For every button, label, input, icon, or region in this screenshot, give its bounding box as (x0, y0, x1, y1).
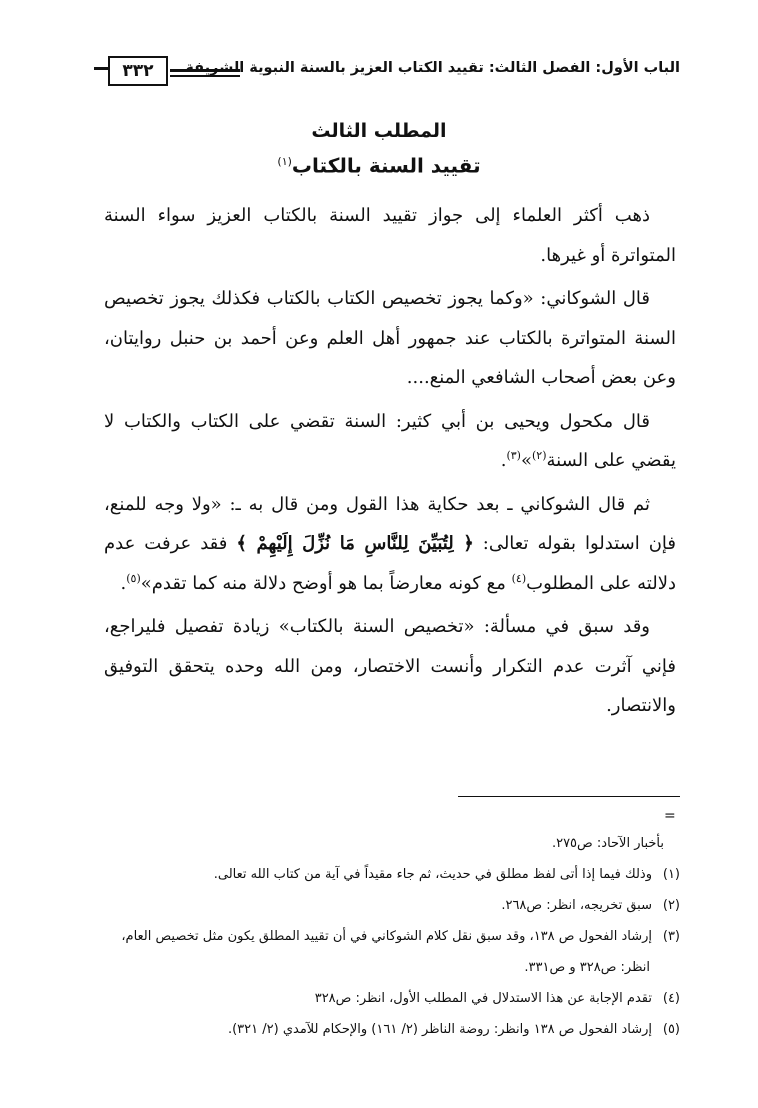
paragraph-4 (104, 485, 676, 604)
footnote-number: (٣) (662, 929, 680, 944)
header-rule (170, 69, 240, 77)
footnote-text: إرشاد الفحول ص ١٣٨ وانظر: روضة الناظر (٢/ ١٦١) والإحكام للآمدي (٢/ ٣٢١). (227, 1022, 652, 1037)
footnote-5 (96, 1014, 680, 1045)
paragraph-5: وقد سبق في مسألة: «تخصيص السنة بالكتاب» زيادة تفصيل فليراجع، فإني آثرت عدم التكرار وأنست الاختصار، ومن الله وحده يتحقق التوفيق والانتصار. (104, 616, 676, 716)
footnote-continuation-mark: = (664, 808, 676, 824)
quran-verse: ﴿ لِتُبَيِّنَ لِلنَّاسِ مَا نُزِّلَ إِلَيْهِمْ ﴾ (236, 533, 474, 554)
section-heading (0, 116, 758, 182)
section-title (0, 146, 758, 182)
footnote-ref: (١) (277, 155, 292, 168)
running-header-title: الباب الأول: الفصل الثالث: تقييد الكتاب العزيز بالسنة النبوية الشريفة (185, 60, 680, 76)
paragraph-2: قال الشوكاني: «وكما يجوز تخصيص الكتاب بالكتاب فكذلك يجوز تخصيص السنة المتواترة بالكتاب عند جمهور أهل العلم وعن أحمد بن حنبل روايتان، وعن بعض أصحاب الشافعي المنع.... (104, 288, 676, 388)
footnote-number: (٥) (662, 1022, 680, 1037)
footnote-number: (٢) (662, 898, 680, 913)
paragraph-4-text-end: مع كونه معارضاً بما هو أوضح دلالة منه كما تقدم» (140, 572, 506, 594)
footnote-continued: بأخبار الآحاد: ص٢٧٥. (551, 836, 664, 851)
body-text (104, 196, 676, 730)
section-title-text: تقييد السنة بالكتاب (291, 153, 481, 178)
footnotes (96, 828, 680, 1045)
footnote-ref: (٣) (506, 449, 521, 462)
running-header (100, 54, 680, 94)
footnote-4 (96, 983, 680, 1014)
footnote-number: (١) (662, 867, 680, 882)
paragraph-4-text-start: ثم قال الشوكاني ـ بعد حكاية هذا القول ومن قال به ـ: «ولا وجه للمنع، فإن استدلوا بقوله تعالى: (104, 493, 677, 554)
footnote-2 (96, 890, 680, 921)
footnote-text: إرشاد الفحول ص ١٣٨، وقد سبق نقل كلام الشوكاني في أن تقييد المطلق يكون مثل تخصيص العام، انظر: ص٣٢٨ و ص٣٣١. (121, 929, 652, 975)
paragraph-4-text-mid: فقد عرفت عدم دلالته على المطلوب (104, 533, 676, 594)
footnote-ref: (٢) (531, 449, 547, 462)
footnote-1 (96, 859, 680, 890)
footnote-ref: (٥) (126, 571, 141, 585)
footnote-separator (458, 796, 680, 797)
paragraph-3 (104, 402, 676, 481)
paragraph-3-text: قال مكحول ويحيى بن أبي كثير: السنة تقضي على الكتاب والكتاب لا يقضي على السنة (104, 410, 676, 471)
footnote-ref: (٤) (511, 571, 527, 585)
page-number-tail-rule (94, 67, 108, 70)
footnote-text: سبق تخريجه، انظر: ص٢٦٨. (501, 898, 652, 913)
page-number: ٣٣٢ (108, 56, 168, 86)
footnote-3 (96, 921, 680, 983)
section-label: المطلب الثالث (311, 120, 447, 142)
closing-quote: » (520, 450, 532, 471)
full-stop: . (120, 572, 127, 594)
paragraph-1: ذهب أكثر العلماء إلى جواز تقييد السنة بالكتاب العزيز سواء السنة المتواترة أو غيرها. (104, 205, 676, 266)
footnote-number: (٤) (662, 991, 680, 1006)
footnote-text: تقدم الإجابة عن هذا الاستدلال في المطلب الأول، انظر: ص٣٢٨ (314, 991, 652, 1006)
full-stop: . (500, 450, 507, 471)
footnote-text: وذلك فيما إذا أتى لفظ مطلق في حديث، ثم جاء مقيداً في آية من كتاب الله تعالى. (213, 867, 652, 882)
